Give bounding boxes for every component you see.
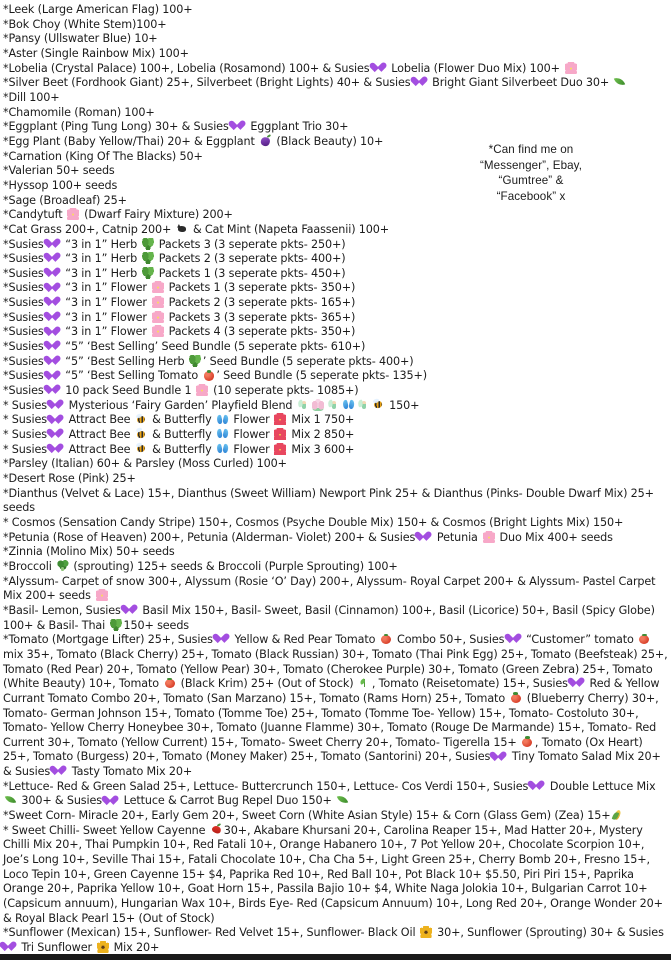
- listing-line-aster: *Aster (Single Rainbow Mix) 100+: [3, 46, 189, 60]
- tomato-icon: [203, 369, 215, 381]
- purple-heart-icon: [48, 340, 60, 352]
- purple-heart-icon: [48, 267, 60, 279]
- ear-of-corn-icon: [612, 809, 624, 821]
- butterfly-icon: [217, 443, 229, 455]
- cherry-blossom-icon: [565, 62, 577, 74]
- herb-sprig-icon: [142, 252, 154, 264]
- listing-line-carnation: *Carnation (King Of The Blacks) 50+: [3, 149, 203, 163]
- cherry-blossom-icon: [152, 325, 164, 337]
- listing-line-dill: *Dill 100+: [3, 90, 60, 104]
- purple-heart-icon: [234, 120, 246, 132]
- listing-line-cat-grass: *Cat Grass 200+, Catnip 200+ & Cat Mint (Napeta Faassenii) 100+: [3, 222, 390, 236]
- purple-heart-icon: [55, 765, 67, 777]
- listing-line-herb-packets-1: *Susies “3 in 1” Herb Packets 1 (3 seperate pkts- 450+): [3, 266, 346, 280]
- tomato-icon: [521, 736, 533, 748]
- purple-heart-icon: [48, 238, 60, 250]
- listing-line-bok-choy: *Bok Choy (White Stem)100+: [3, 17, 167, 31]
- listing-line-flower-packets-2: *Susies “3 in 1” Flower Packets 2 (3 seperate pkts- 165+): [3, 296, 356, 310]
- listing-line-flower-packets-3: *Susies “3 in 1” Flower Packets 3 (3 seperate pkts- 365+): [3, 310, 356, 324]
- contact-note-line-2: “Messenger”, Ebay,: [479, 158, 583, 172]
- contact-note-line-1: *Can find me on: [488, 143, 574, 156]
- listing-line-leek: *Leek (Large American Flag) 100+: [3, 3, 193, 16]
- contact-note: [431, 142, 631, 204]
- listing-line-silver-beet: *Silver Beet (Fordhook Giant) 25+, Silverbeet (Bright Lights) 40+ & Susies Bright Giant Silverbeet Duo 30+: [3, 76, 669, 91]
- purple-heart-icon: [48, 311, 60, 323]
- listing-line-candytuft: *Candytuft (Dwarf Fairy Mixture) 200+: [3, 208, 233, 222]
- fairy-icon: [357, 399, 369, 411]
- listing-line-petunia: *Petunia (Rose of Heaven) 200+, Petunia (Alderman- Violet) 200+ & Susies Petunia Duo Mix 400+ seeds: [3, 530, 613, 544]
- listing-line-herb-packets-2: *Susies “3 in 1” Herb Packets 2 (3 seperate pkts- 400+): [3, 252, 346, 266]
- contact-note-line-4: “Facebook” x: [496, 189, 566, 203]
- purple-heart-icon: [52, 443, 64, 455]
- tomato-icon: [164, 677, 176, 689]
- listing-line-tomato: *Tomato (Mortgage Lifter) 25+, Susies Yellow & Red Pear Tomato Combo 50+, Susies “Customer” tomato mix 35+, Tomato (Black Cherry) 25+, Tomato (Black Russian) 30+, Tomato (Thai Pink Egg) 25+, Tomato (Beefsteak) 25+, Tomato (Red Pear) 20+, Tomato (Yellow Pear) 30+, Tomato (Cherokee Purple) 30+, Tomato (Green Zebra) 25+, Tomato (White Beauty) 10+, Tomato (Black Krim) 25+ (Out of Stock) , Tomato (Reisetomate) 15+, Susies Red & Yellow Currant Tomato Combo 20+, Tomato (San Marzano) 15+, Tomato (Rams Horn) 25+, Tomato (Blueberry Cherry) 30+, Tomato- German Johnson 15+, Tomato (Tomme Toe) 25+, Tomato (Tomme Toe- Yellow) 15+, Tomato- Costoluto 30+, Tomato- Yellow Cherry Honeybee 30+, Tomato (Juanne Flamme) 30+, Tomato (Rouge De Marmande) 15+, Tomato- Red Current 30+, Tomato (Yellow Current) 15+, Tomato- Sweet Cherry 20+, Tomato- Tigerella 15+ , Tomato (Ox Heart) 25+, Tomato (Burgess) 20+, Tomato (Money Maker) 25+, Tomato (Santorini) 20+, Susies Tiny Tomato Salad Mix 20+ & Susies Tasty Tomato Mix 20+: [3, 633, 668, 779]
- honeybee-icon: [372, 399, 384, 411]
- fairy-icon: [297, 399, 309, 411]
- purple-heart-icon: [415, 76, 427, 88]
- cherry-blossom-icon: [96, 589, 108, 601]
- cherry-blossom-icon: [152, 296, 164, 308]
- listing-line-sunflower: *Sunflower (Mexican) 15+, Sunflower- Red Velvet 15+, Sunflower- Black Oil 30+, Sunflower (Sprouting) 30+ & Susies Tri Sunflower Mix 20+: [3, 926, 664, 954]
- listing-line-desert-rose: *Desert Rose (Pink) 25+: [3, 472, 136, 485]
- purple-heart-icon: [126, 604, 138, 616]
- purple-heart-icon: [48, 296, 60, 308]
- listing-line-sweet-chilli: * Sweet Chilli- Sweet Yellow Cayenne 30+, Akabare Khursani 20+, Carolina Reaper 15+, Mad Hatter 20+, Mystery Chilli Mix 20+, Thai Pumpkin 10+, Red Fatali 10+, Orange Habanero 10+, 7 Pot Yellow 20+, Chocolate Scorpion 10+, Joe’s Long 10+, Seville Thai 15+, Fatali Chocolate 10+, Cha Cha 5+, Light Green 25+, Cherry Bomb 20+, Fresno 15+, Loco Tepin 10+, Green Cayenne 15+ $4, Paprika Red 10+, Red Ball 10+, Pot Black 10+ $5.50, Piri Piri 15+, Paprika Orange 20+, Paprika Yellow 10+, Goat Horn 15+, Passila Bajio 10+ $4, White Naga Jolokia 10+, Bulgarian Carrot 10+ (Capsicum annuum), Hungarian Wax 10+, Birds Eye- Red (Capsicum Annuum) 10+, Long Red 20+, Orange Wonder 20+ & Royal Black Pearl 15+ (Out of Stock): [3, 823, 663, 925]
- herb-sprig-icon: [142, 267, 154, 279]
- lotus-icon: [312, 399, 324, 411]
- seedling-icon: [358, 677, 370, 689]
- listing-line-cosmos: * Cosmos (Sensation Candy Stripe) 150+, Cosmos (Psyche Double Mix) 150+ & Cosmos (Bright Lights Mix) 150+: [3, 515, 624, 529]
- listing-line-egg-plant-baby-yellow: *Egg Plant (Baby Yellow/Thai) 20+ & Eggplant (Black Beauty) 10+: [3, 134, 384, 148]
- listing-line-best-selling-herb-bundle: *Susies “5” ‘Best Selling Herb ’ Seed Bundle (5 seperate pkts- 400+): [3, 354, 414, 368]
- purple-heart-icon: [48, 252, 60, 264]
- cherry-blossom-icon: [152, 311, 164, 323]
- listing-line-herb-packets-3: *Susies “3 in 1” Herb Packets 3 (3 seperate pkts- 250+): [3, 237, 346, 251]
- listing-line-best-selling-bundle: *Susies “5” ‘Best Selling’ Seed Bundle (5 seperate pkts- 610+): [3, 340, 366, 354]
- listing-line-fairy-garden-blend: * Susies Mysterious ‘Fairy Garden’ Playfield Blend 150+: [3, 398, 420, 412]
- listing-line-parsley: *Parsley (Italian) 60+ & Parsley (Moss Curled) 100+: [3, 457, 287, 471]
- listing-line-dianthus: *Dianthus (Velvet & Lace) 15+, Dianthus (Sweet William) Newport Pink 25+ & Dianthus (Pinks- Double Dwarf Mix) 25+ seeds: [3, 486, 654, 515]
- cherry-blossom-icon: [67, 208, 79, 220]
- hibiscus-flower-icon: [274, 443, 286, 455]
- listing-line-broccoli: *Broccoli (sprouting) 125+ seeds & Broccoli (Purple Sprouting) 100+: [3, 559, 398, 573]
- purple-heart-icon: [48, 369, 60, 381]
- herb-sprig-icon: [189, 355, 201, 367]
- listing-line-sweet-corn: *Sweet Corn- Miracle 20+, Early Gem 20+, Sweet Corn (White Asian Style) 15+ & Corn (Glass Gem) (Zea) 15+: [3, 809, 669, 824]
- listing-line-chamomile: *Chamomile (Roman) 100+: [3, 105, 155, 119]
- cherry-blossom-icon: [152, 281, 164, 293]
- sunflower-icon: [97, 941, 109, 953]
- purple-heart-icon: [5, 941, 17, 953]
- purple-heart-icon: [107, 794, 119, 806]
- leaf-icon: [614, 76, 626, 88]
- listing-line-alyssum: *Alyssum- Carpet of snow 300+, Alyssum (Rosie ‘O’ Day) 200+, Alyssum- Royal Carpet 200+ & Alyssum- Pastel Carpet Mix 200+ seeds: [3, 574, 656, 603]
- herb-sprig-icon: [142, 238, 154, 250]
- herb-sprig-icon: [110, 619, 122, 631]
- listing-line-basil: *Basil- Lemon, Susies Basil Mix 150+, Basil- Sweet, Basil (Cinnamon) 100+, Basil (Licorice) 50+, Basil (Spicy Globe) 100+ & Basil- Thai 150+ seeds: [3, 603, 655, 632]
- listing-line-bee-butterfly-mix-2: * Susies Attract Bee & Butterfly Flower Mix 2 850+: [3, 428, 355, 442]
- purple-heart-icon: [420, 531, 432, 543]
- listing-line-zinnia: *Zinnia (Molino Mix) 50+ seeds: [3, 545, 175, 559]
- broccoli-icon: [57, 560, 69, 572]
- honeybee-icon: [135, 428, 147, 440]
- leaf-icon: [337, 794, 349, 806]
- listing-line-flower-packets-1: *Susies “3 in 1” Flower Packets 1 (3 seperate pkts- 350+): [3, 281, 356, 295]
- cherry-blossom-icon: [483, 531, 495, 543]
- purple-heart-icon: [374, 62, 386, 74]
- listing-line-flower-packets-4: *Susies “3 in 1” Flower Packets 4 (3 seperate pkts- 350+): [3, 325, 356, 339]
- listing-line-lobelia: *Lobelia (Crystal Palace) 100+, Lobelia (Rosamond) 100+ & Susies Lobelia (Flower Duo Mix) 100+: [3, 62, 669, 77]
- purple-heart-icon: [495, 750, 507, 762]
- purple-heart-icon: [218, 633, 230, 645]
- tomato-icon: [639, 633, 651, 645]
- listing-line-sage: *Sage (Broadleaf) 25+: [3, 193, 127, 207]
- honeybee-icon: [135, 413, 147, 425]
- purple-heart-icon: [48, 355, 60, 367]
- purple-heart-icon: [48, 384, 60, 396]
- listing-line-pansy: *Pansy (Ullswater Blue) 10+: [3, 32, 158, 46]
- cherry-blossom-icon: [196, 384, 208, 396]
- butterfly-icon: [217, 413, 229, 425]
- listing-line-best-selling-tomato-bundle: *Susies “5” ‘Best Selling Tomato ’ Seed Bundle (5 seperate pkts- 135+): [3, 369, 428, 383]
- butterfly-icon: [342, 399, 354, 411]
- listing-line-ten-pack-bundle: *Susies 10 pack Seed Bundle 1 (10 seperate pkts- 1085+): [3, 384, 359, 398]
- sunflower-icon: [420, 926, 432, 938]
- listing-line-lettuce: *Lettuce- Red & Green Salad 25+, Lettuce- Buttercrunch 150+, Lettuce- Cos Verdi 150+, Susies Double Lettuce Mix 300+ & Susies Lettuce & Carrot Bug Repel Duo 150+: [3, 779, 656, 808]
- purple-heart-icon: [48, 325, 60, 337]
- purple-heart-icon: [52, 428, 64, 440]
- listing-line-eggplant-ping-tung: *Eggplant (Ping Tung Long) 30+ & Susies Eggplant Trio 30+: [3, 120, 349, 134]
- purple-heart-icon: [533, 780, 545, 792]
- hot-pepper-icon: [210, 824, 222, 836]
- purple-heart-icon: [48, 281, 60, 293]
- cat-icon: [176, 223, 188, 235]
- listing-line-bee-butterfly-mix-3: * Susies Attract Bee & Butterfly Flower Mix 3 600+: [3, 442, 355, 456]
- listing-line-hyssop: *Hyssop 100+ seeds: [3, 178, 118, 192]
- eggplant-icon: [260, 135, 272, 147]
- hibiscus-flower-icon: [274, 413, 286, 425]
- butterfly-icon: [217, 428, 229, 440]
- bottom-divider-bar: [0, 954, 671, 960]
- hibiscus-flower-icon: [274, 428, 286, 440]
- honeybee-icon: [135, 443, 147, 455]
- fairy-icon: [327, 399, 339, 411]
- listing-line-bee-butterfly-mix-1: * Susies Attract Bee & Butterfly Flower Mix 1 750+: [3, 413, 355, 427]
- contact-note-line-3: “Gumtree” &: [498, 174, 564, 188]
- purple-heart-icon: [52, 413, 64, 425]
- listing-line-valerian: *Valerian 50+ seeds: [3, 164, 115, 178]
- purple-heart-icon: [52, 399, 64, 411]
- tomato-icon: [380, 633, 392, 645]
- tomato-icon: [510, 692, 522, 704]
- leaf-icon: [5, 794, 17, 806]
- purple-heart-icon: [573, 677, 585, 689]
- purple-heart-icon: [509, 633, 521, 645]
